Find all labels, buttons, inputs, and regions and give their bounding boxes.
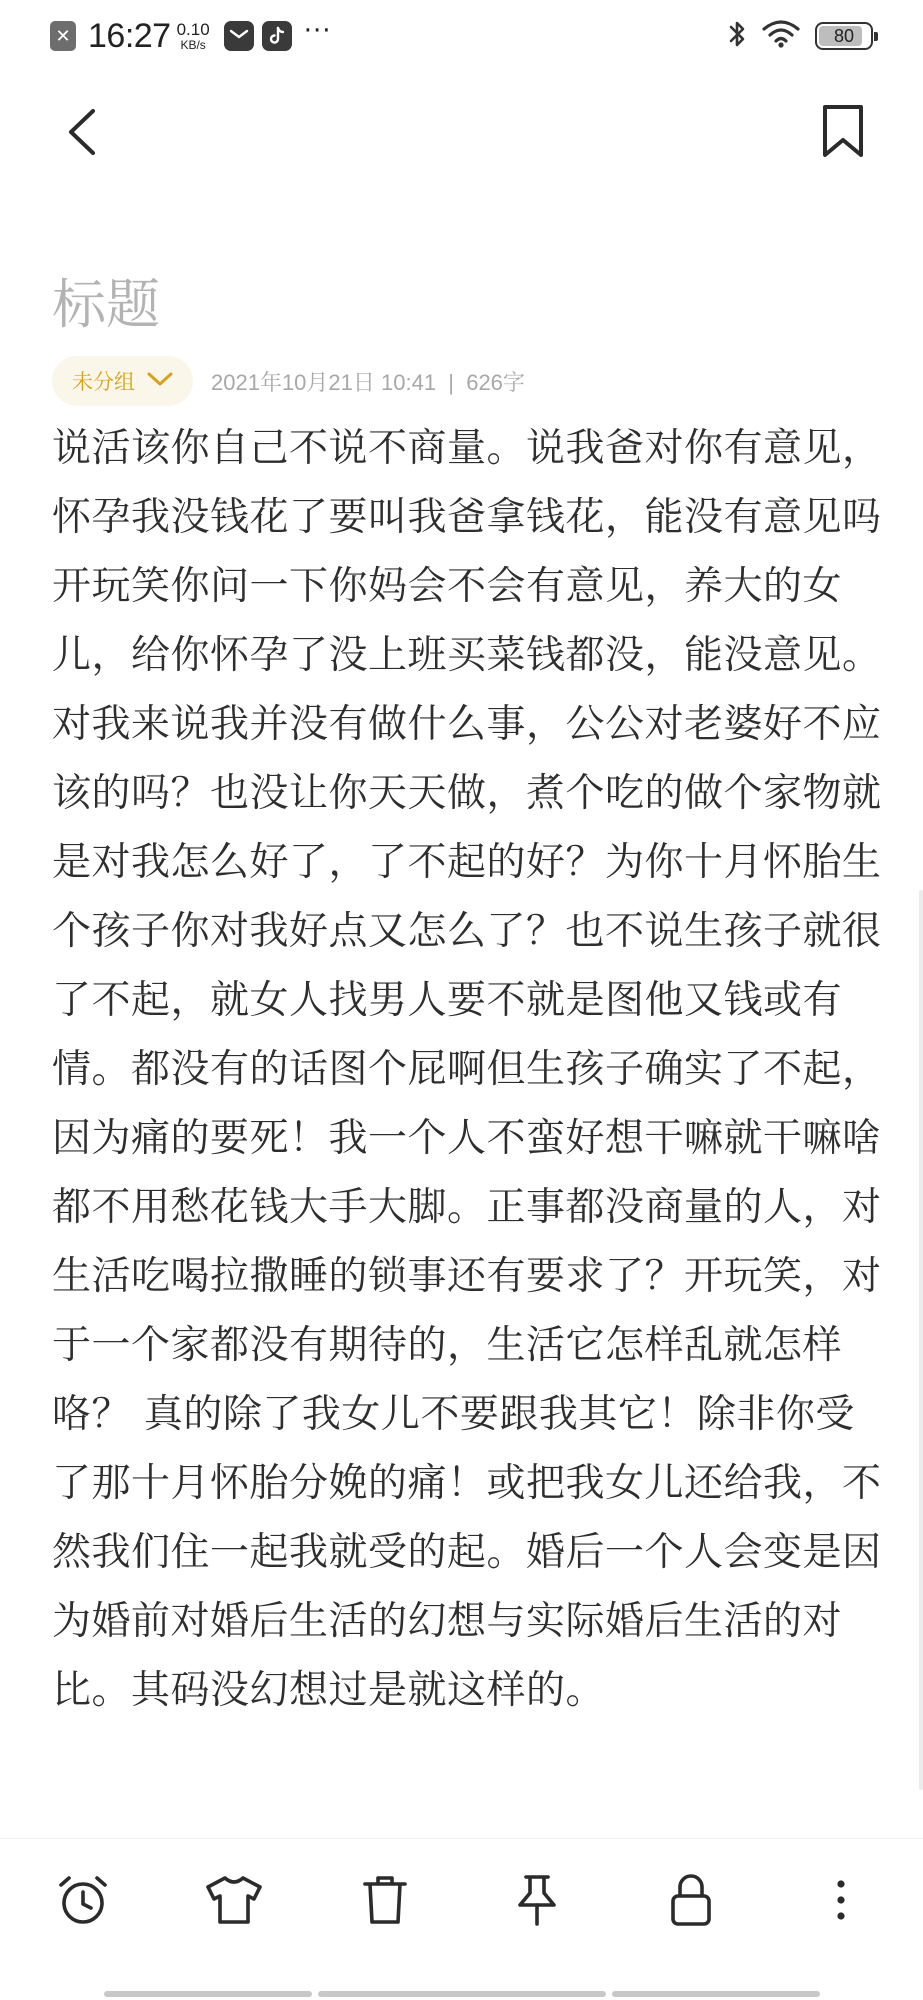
network-speed: [177, 21, 210, 51]
battery-indicator: [815, 22, 873, 50]
bluetooth-icon: [727, 18, 747, 54]
gesture-bar-right: [612, 1991, 820, 1997]
gesture-bar-left: [104, 1991, 312, 1997]
status-time: 16:27: [88, 16, 171, 55]
status-bar: [0, 0, 923, 72]
bottom-toolbar: [0, 1838, 923, 1962]
network-speed-unit: KB/s: [180, 38, 206, 52]
status-left: [50, 16, 331, 56]
more-notifications-icon: ···: [303, 16, 332, 46]
pin-button[interactable]: [502, 1867, 572, 1937]
bookmark-button[interactable]: [813, 100, 873, 166]
delete-button[interactable]: [350, 1867, 420, 1937]
back-button[interactable]: [52, 104, 112, 164]
lock-button[interactable]: [656, 1867, 726, 1937]
trash-icon: [361, 1874, 409, 1930]
scrollbar[interactable]: [919, 890, 923, 1790]
note-body-text[interactable]: 说活该你自己不说不商量。说我爸对你有意见，怀孕我没钱花了要叫我爸拿钱花，能没有意见吗开玩笑你问一下你妈会不会有意见，养大的女儿，给你怀孕了没上班买菜钱都没，能没意见。对我来说我并没有做什么事，公公对老婆好不应该的吗？也没让你天天做，煮个吃的做个家物就是对我怎么好了，了不起的好？为你十月怀胎生个孩子你对我好点又怎么了？也不说生孩子就很了不起，就女人找男人要不就是图他又钱或有情。都没有的话图个屁啊但生孩子确实了不起，因为痛的要死！我一个人不蛮好想干嘛就干嘛啥都不用愁花钱大手大脚。正事都没商量的人，对生活吃喝拉撒睡的锁事还有要求了？开玩笑，对于一个家都没有期待的，生活它怎样乱就怎样咯？ 真的除了我女儿不要跟我其它！除非你受了那十月怀胎分娩的痛！或把我女儿还给我，不然我们住一起我就受的起。婚后一个人会变是因为婚前对婚后生活的幻想与实际婚后生活的对比。其码没幻想过是就这样的。: [52, 426, 882, 1713]
gesture-bar-center: [318, 1991, 606, 1997]
note-meta: [52, 356, 525, 406]
pin-icon: [514, 1873, 560, 1931]
chevron-down-icon: [147, 371, 173, 391]
tshirt-icon: [205, 1875, 263, 1929]
message-app-icon: [224, 21, 254, 51]
group-selector[interactable]: [52, 356, 193, 406]
bookmark-icon: [821, 104, 865, 162]
more-button[interactable]: [806, 1867, 876, 1937]
note-title[interactable]: 标题: [52, 273, 160, 336]
tiktok-app-icon: [262, 21, 292, 51]
more-vertical-icon: [835, 1878, 847, 1926]
group-label: 未分组: [72, 370, 135, 394]
note-date-wordcount: 2021年10月21日 10:41 | 626字: [211, 369, 525, 395]
alarm-clock-icon: [56, 1873, 110, 1931]
chevron-left-icon: [67, 109, 97, 159]
wifi-icon: [761, 19, 801, 53]
network-speed-value: 0.10: [176, 20, 210, 39]
status-right: [727, 18, 873, 54]
battery-level: 80: [833, 25, 855, 46]
theme-button[interactable]: [199, 1867, 269, 1937]
lock-icon: [669, 1872, 713, 1932]
reminder-button[interactable]: [48, 1867, 118, 1937]
notification-close-icon: ✕: [50, 21, 76, 51]
